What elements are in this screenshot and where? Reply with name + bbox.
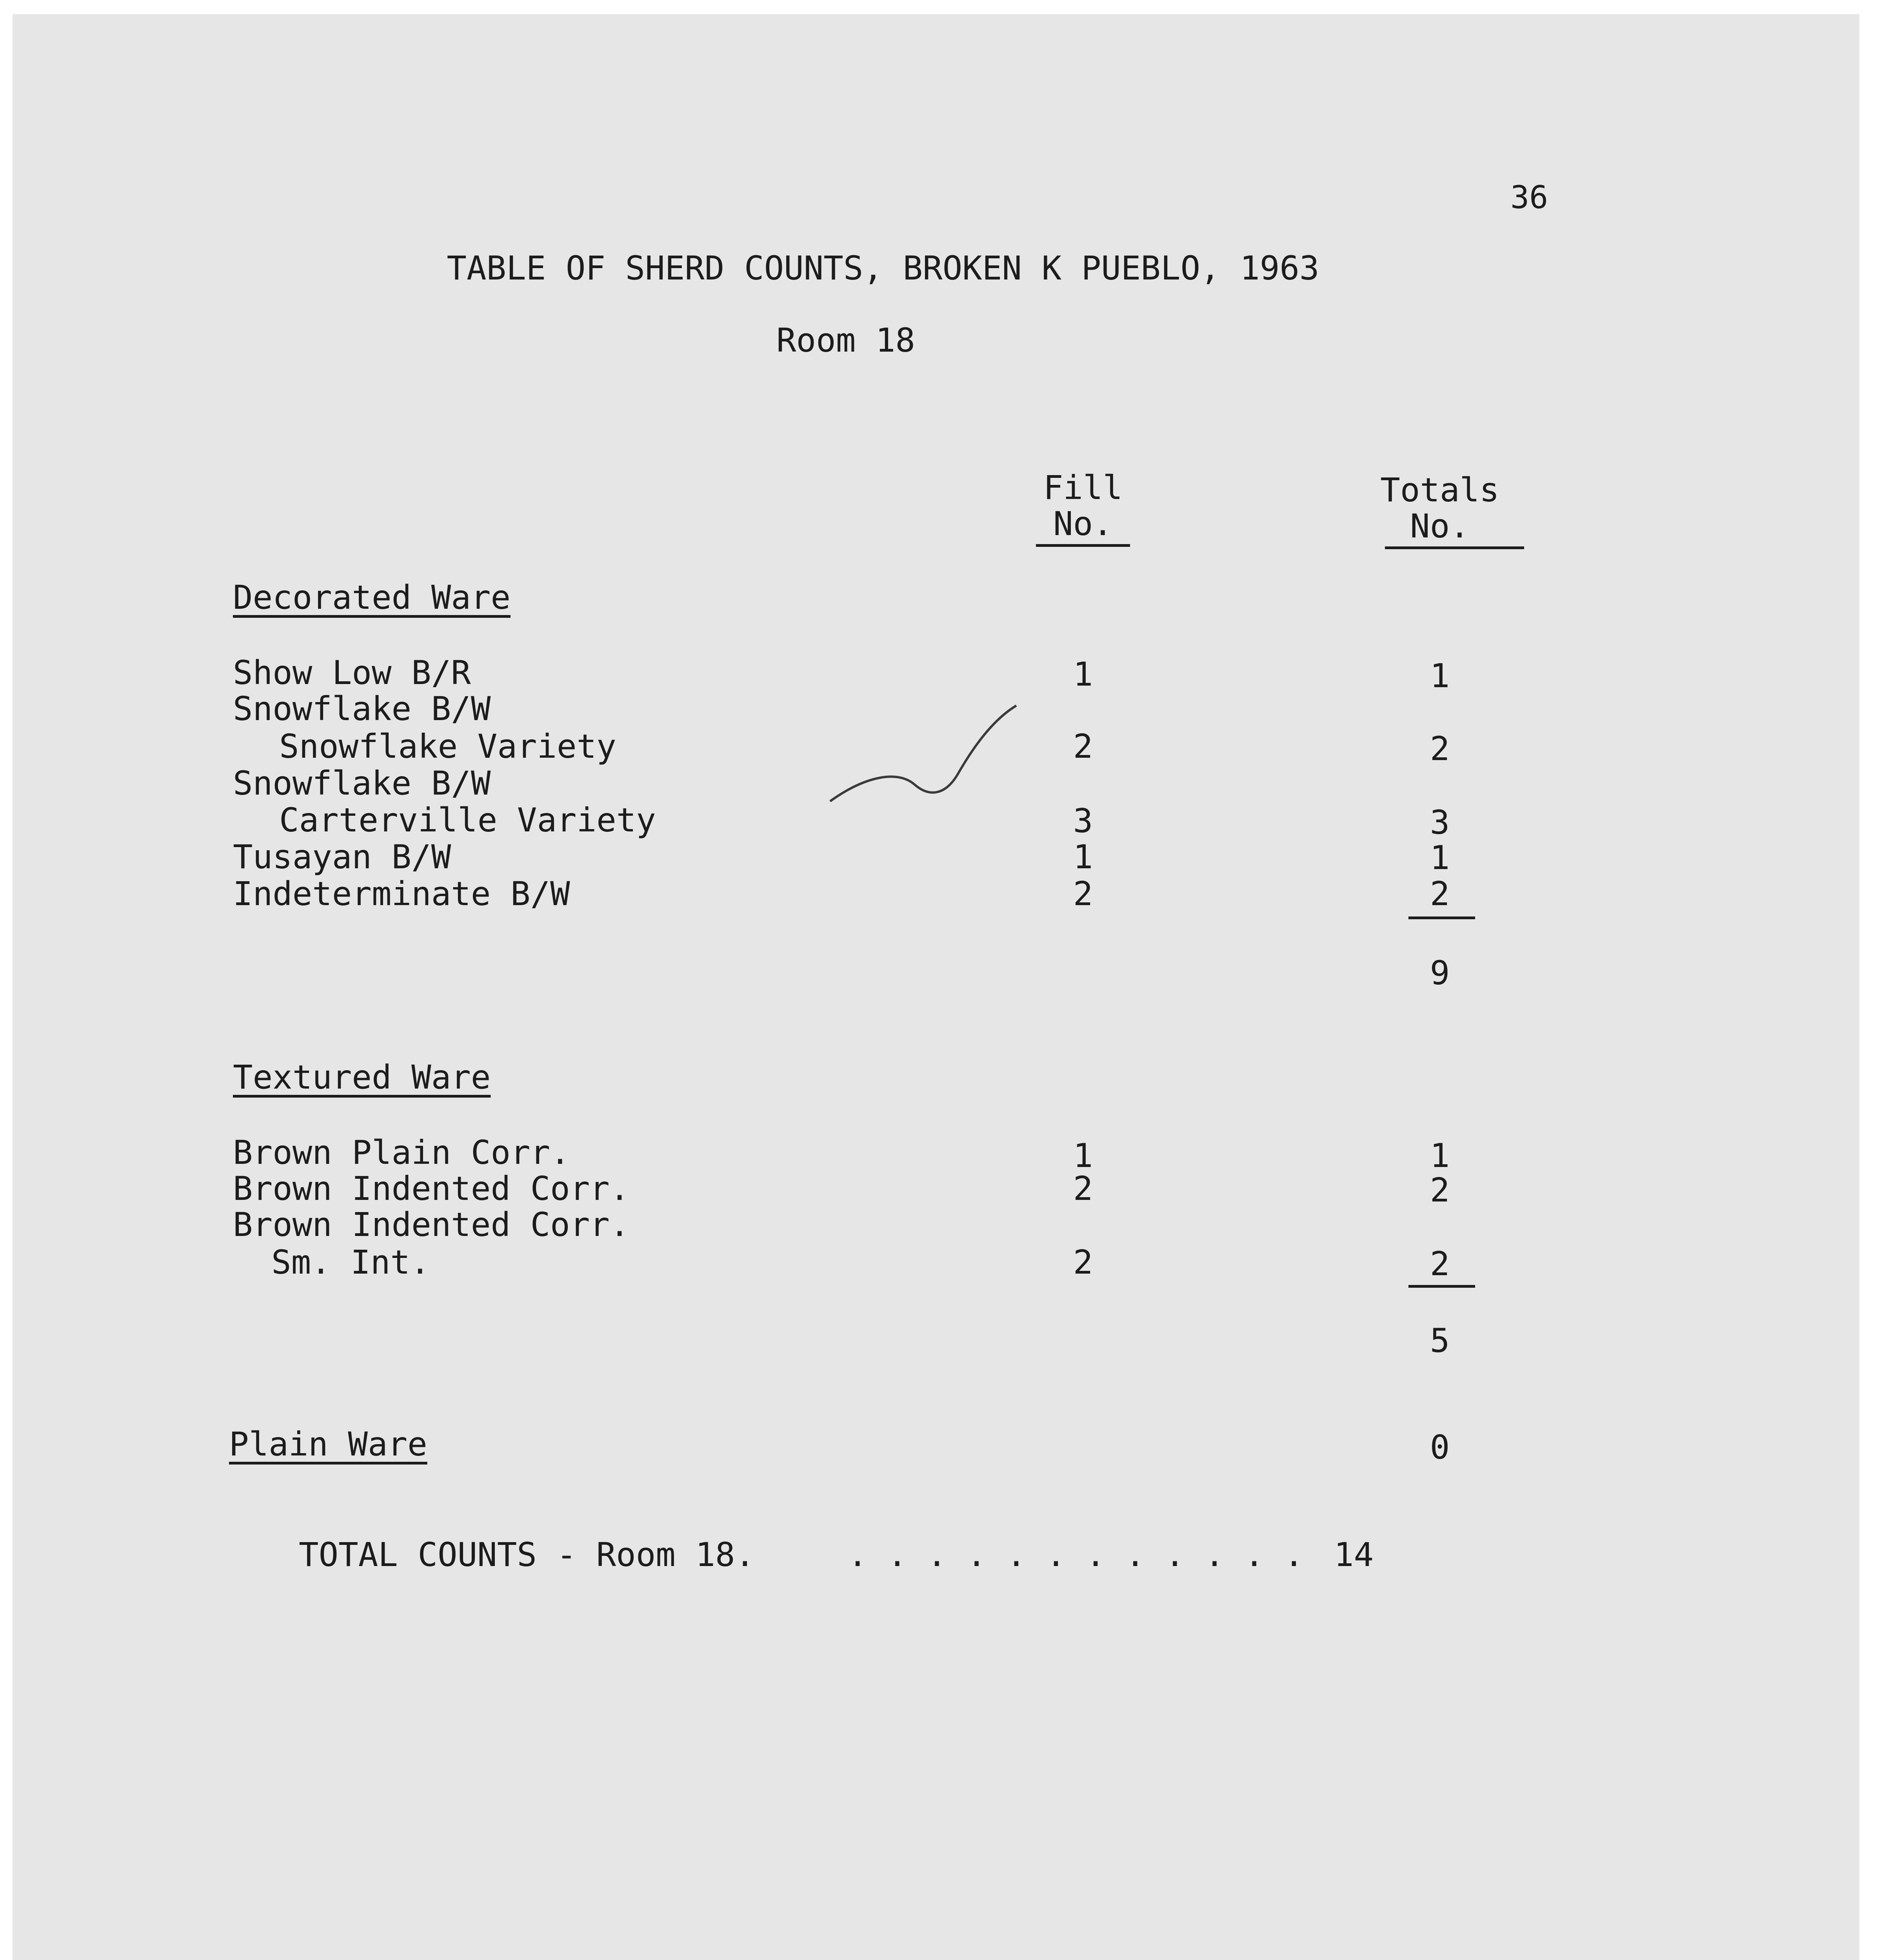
grand-total-label: TOTAL COUNTS - Room 18. — [299, 1535, 755, 1574]
grand-total-leader-dots: . . . . . . . . . . . . — [848, 1535, 1304, 1574]
section-heading-decorated-ware: Decorated Ware — [233, 578, 511, 617]
row-total-count: 2 — [1430, 875, 1450, 913]
row-fill-count: 2 — [1073, 1169, 1093, 1208]
page-number: 36 — [1510, 179, 1548, 216]
page-subtitle: Room 18 — [776, 321, 915, 359]
document-page — [13, 14, 1859, 1960]
row-name: Snowflake B/W — [233, 764, 491, 802]
row-fill-count: 1 — [1073, 1136, 1093, 1175]
section-heading-textured-ware: Textured Ware — [233, 1058, 491, 1096]
subtotal-rule — [1408, 1285, 1475, 1288]
pencil-scribble-mark — [13, 14, 1859, 1960]
row-name: Indeterminate B/W — [233, 875, 570, 913]
fill-column-header-line2: No. — [1053, 505, 1113, 543]
row-total-count: 2 — [1430, 730, 1450, 768]
section-subtotal-plain-ware: 0 — [1430, 1428, 1450, 1466]
row-name: Brown Plain Corr. — [233, 1133, 570, 1172]
row-name-continuation: Carterville Variety — [279, 801, 656, 839]
row-name: Show Low B/R — [233, 653, 471, 692]
row-total-count: 1 — [1430, 1136, 1450, 1175]
row-name: Brown Indented Corr. — [233, 1205, 630, 1244]
totals-column-header-line1: Totals — [1380, 471, 1499, 509]
section-subtotal-decorated-ware: 9 — [1430, 954, 1450, 992]
row-name-continuation: Snowflake Variety — [279, 727, 616, 766]
row-total-count: 1 — [1430, 657, 1450, 695]
section-subtotal-textured-ware: 5 — [1430, 1321, 1450, 1360]
row-fill-count: 2 — [1073, 1243, 1093, 1281]
row-fill-count: 3 — [1073, 802, 1093, 840]
totals-column-header-line2: No. — [1410, 507, 1470, 545]
row-total-count: 2 — [1430, 1171, 1450, 1209]
row-name: Snowflake B/W — [233, 690, 491, 728]
fill-column-header-underline — [1036, 544, 1130, 547]
row-fill-count: 1 — [1073, 655, 1093, 693]
row-total-count: 3 — [1430, 803, 1450, 842]
row-total-count: 1 — [1430, 838, 1450, 877]
section-heading-plain-ware: Plain Ware — [229, 1425, 427, 1463]
row-total-count: 2 — [1430, 1245, 1450, 1283]
row-name: Brown Indented Corr. — [233, 1169, 630, 1208]
grand-total-value: 14 — [1334, 1535, 1374, 1574]
row-fill-count: 2 — [1073, 875, 1093, 913]
fill-column-header-line1: Fill — [1043, 468, 1123, 507]
row-fill-count: 1 — [1073, 838, 1093, 876]
row-name: Tusayan B/W — [233, 838, 451, 876]
row-name-continuation: Sm. Int. — [271, 1243, 430, 1281]
row-fill-count: 2 — [1073, 727, 1093, 766]
subtotal-rule — [1408, 916, 1475, 919]
totals-column-header-underline — [1385, 546, 1524, 549]
page-title: TABLE OF SHERD COUNTS, BROKEN K PUEBLO, 1963 — [447, 249, 1319, 287]
